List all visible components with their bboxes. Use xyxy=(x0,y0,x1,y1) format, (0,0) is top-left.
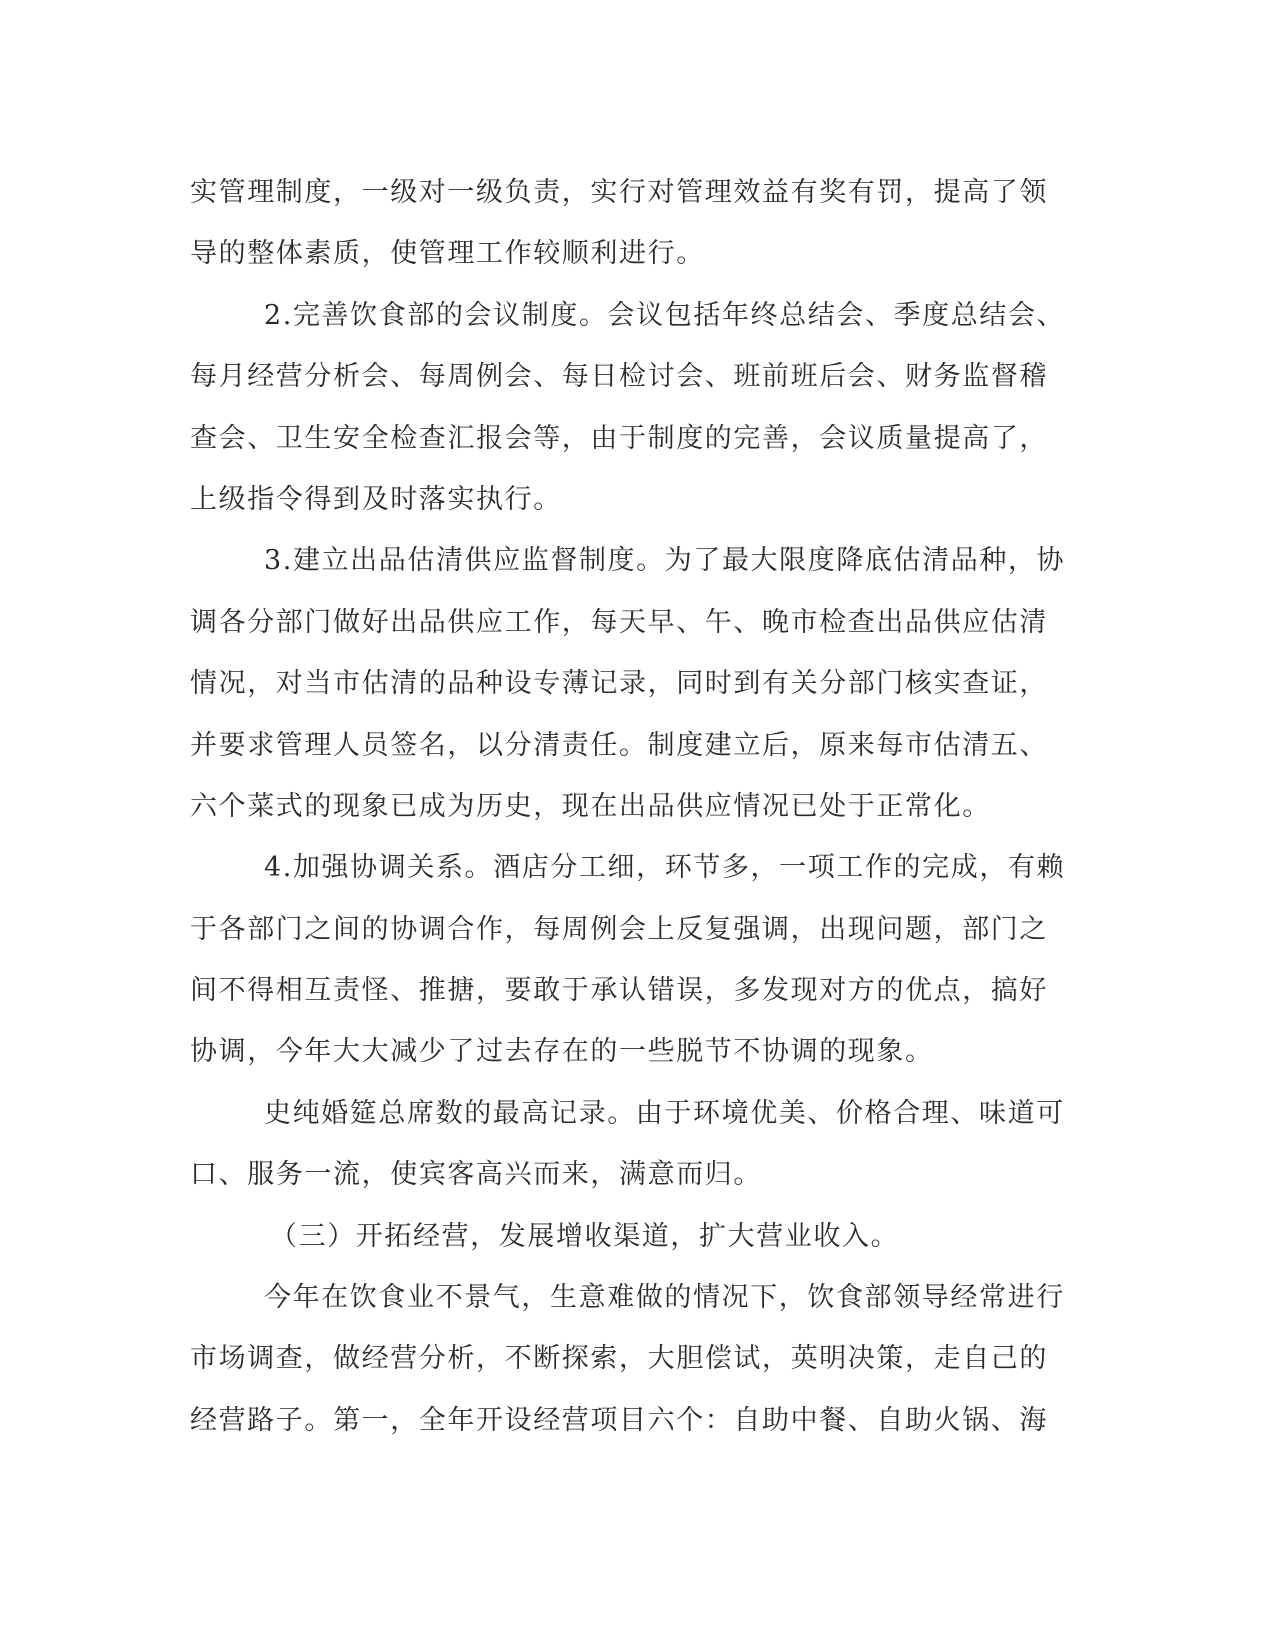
text-line: 每月经营分析会、每周例会、每日检讨会、班前班后会、财务监督稽 xyxy=(190,361,1048,393)
text-line: 调各分部门做好出品供应工作，每天早、午、晚市检查出品供应估清 xyxy=(190,606,1048,638)
text-line: 3.建立出品估清供应监督制度。为了最大限度降底估清品种，协 xyxy=(264,545,1066,577)
text-line: 实管理制度，一级对一级负责，实行对管理效益有奖有罚，提高了领 xyxy=(190,177,1048,208)
text-line: 史纯婚筵总席数的最高记录。由于环境优美、价格合理、味道可 xyxy=(264,1097,1065,1129)
text-line: 经营路子。第一，全年开设经营项目六个：自助中餐、自助火锅、海 xyxy=(190,1404,1048,1436)
text-line: 查会、卫生安全检查汇报会等，由于制度的完善，会议质量提高了， xyxy=(190,422,1048,454)
text-line: 上级指令得到及时落实执行。 xyxy=(190,483,562,515)
text-line: 导的整体素质，使管理工作较顺利进行。 xyxy=(190,238,705,270)
text-line: 并要求管理人员签名，以分清责任。制度建立后，原来每市估清五、 xyxy=(190,729,1048,761)
text-line: 协调，今年大大减少了过去存在的一些脱节不协调的现象。 xyxy=(190,1036,934,1068)
text-line: 口、服务一流，使宾客高兴而来，满意而归。 xyxy=(190,1159,762,1191)
text-line: 今年在饮食业不景气，生意难做的情况下，饮食部领导经常进行 xyxy=(264,1282,1065,1314)
section-heading: （三）开拓经营，发展增收渠道，扩大营业收入。 xyxy=(270,1220,900,1252)
document-body xyxy=(190,162,1080,1451)
text-line: 情况，对当市估清的品种设专薄记录，同时到有关分部门核实查证， xyxy=(190,668,1048,700)
text-line: 间不得相互责怪、推搪，要敢于承认错误，多发现对方的优点，搞好 xyxy=(190,975,1048,1007)
text-line: 于各部门之间的协调合作，每周例会上反复强调，出现问题，部门之 xyxy=(190,913,1048,945)
text-line: 2.完善饮食部的会议制度。会议包括年终总结会、季度总结会、 xyxy=(264,299,1066,331)
text-line: 市场调查，做经营分析，不断探索，大胆偿试，英明决策，走自己的 xyxy=(190,1343,1048,1375)
text-line: 4.加强协调关系。酒店分工细，环节多，一项工作的完成，有赖 xyxy=(264,852,1066,884)
text-line: 六个菜式的现象已成为历史，现在出品供应情况已处于正常化。 xyxy=(190,790,991,822)
